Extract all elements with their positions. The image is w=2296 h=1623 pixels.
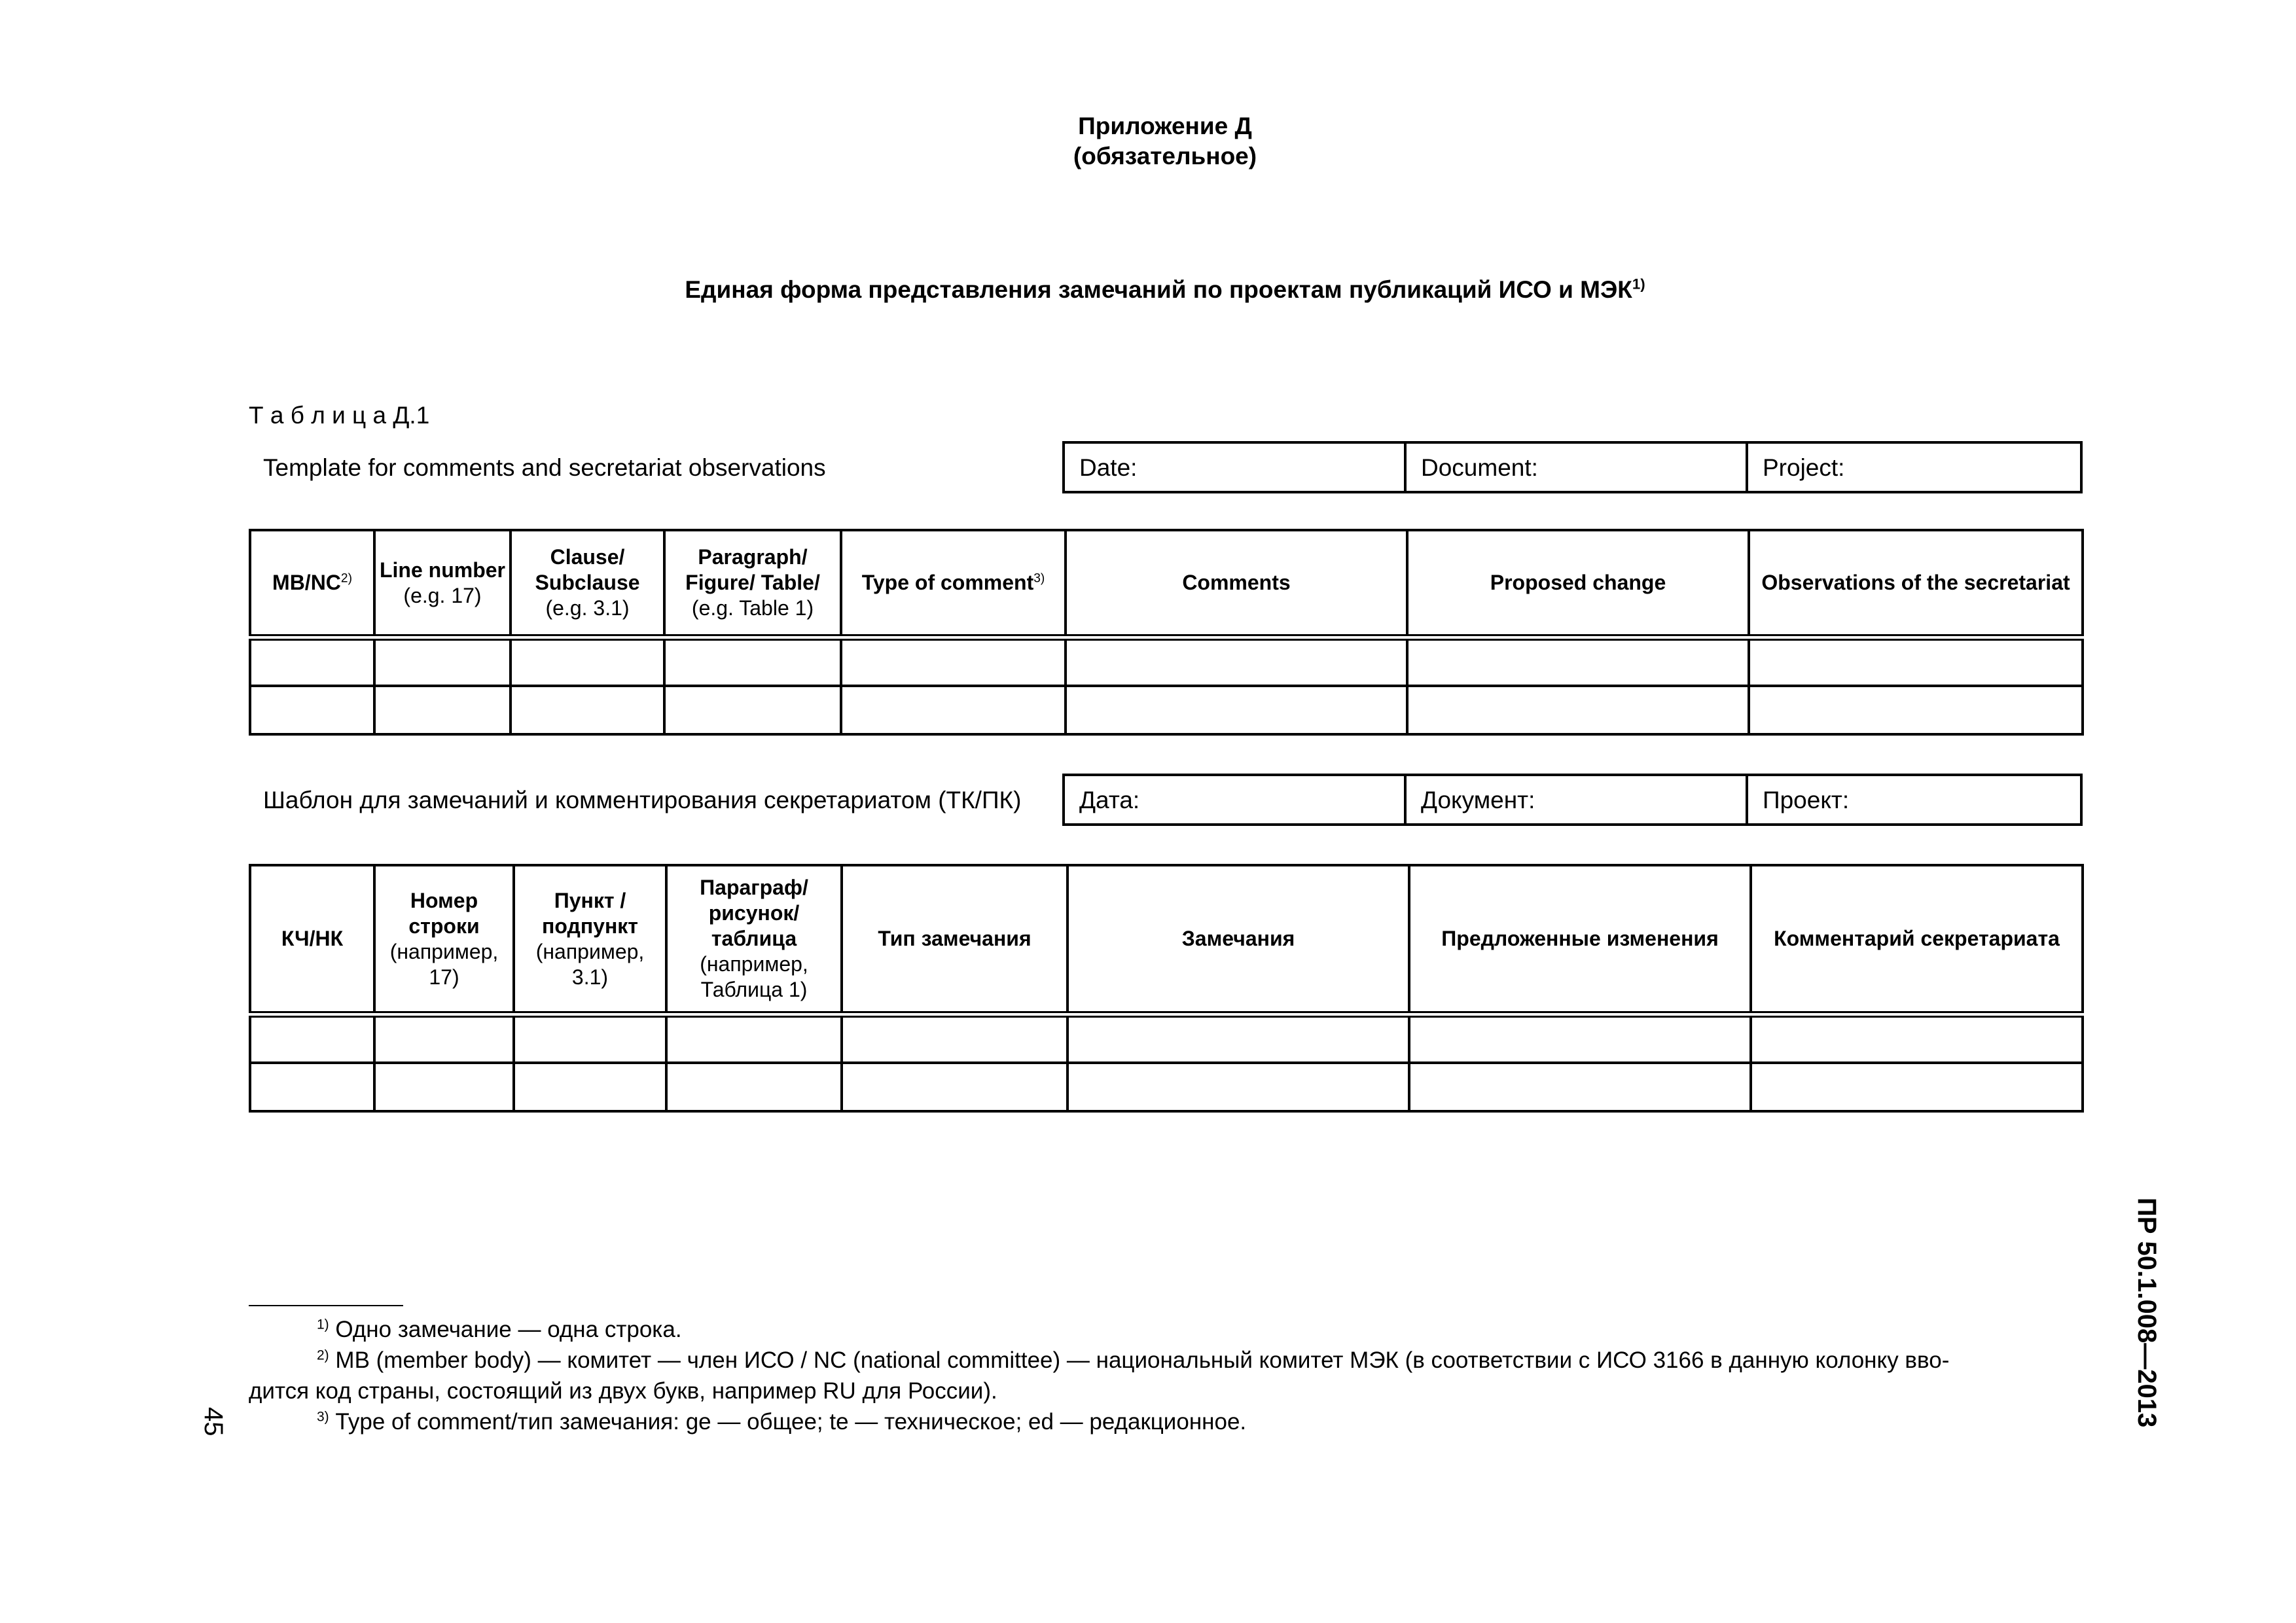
table-cell[interactable]	[1066, 686, 1407, 734]
english-comments-table	[249, 529, 2084, 736]
document-code: ПР 50.1.008—2013	[2132, 1198, 2161, 1428]
table-cell[interactable]	[374, 637, 511, 686]
table-row	[250, 1014, 2083, 1063]
footnote-3	[249, 1406, 2094, 1437]
header-secretariat-ru: Комментарий секретариата	[1751, 865, 2083, 1014]
page-number: 45	[199, 1407, 228, 1436]
table-cell[interactable]	[1067, 1014, 1409, 1063]
table-cell[interactable]	[374, 686, 511, 734]
form-title	[0, 275, 2296, 305]
russian-date-field: Дата:	[1064, 775, 1405, 825]
table-cell[interactable]	[250, 1063, 374, 1111]
header-paragraph	[664, 530, 841, 637]
table-label: Т а б л и ц а Д.1	[249, 402, 430, 429]
header-paragraph-example: (e.g. Table 1)	[691, 596, 814, 620]
russian-document-field: Документ:	[1405, 775, 1747, 825]
footnote-1	[249, 1314, 2094, 1345]
header-line-number-label: Line number	[379, 558, 505, 582]
table-cell[interactable]	[1407, 686, 1749, 734]
table-cell[interactable]	[1751, 1014, 2083, 1063]
table-cell[interactable]	[666, 1014, 842, 1063]
table-cell[interactable]	[1751, 1063, 2083, 1111]
header-mbnc-label: MB/NC	[272, 571, 341, 594]
table-cell[interactable]	[374, 1063, 514, 1111]
table-cell[interactable]	[1749, 637, 2083, 686]
header-kchnk: КЧ/НК	[250, 865, 374, 1014]
table-cell[interactable]	[1409, 1063, 1751, 1111]
footnote-ref-1: 1)	[1632, 276, 1645, 293]
russian-header-row	[250, 865, 2083, 1014]
header-clause-ru-example: (например, 3.1)	[535, 939, 645, 989]
table-cell[interactable]	[1407, 637, 1749, 686]
header-line-number-ru-example: (например, 17)	[389, 939, 499, 989]
annex-status: (обязательное)	[1073, 143, 1257, 169]
english-document-field: Document:	[1405, 442, 1747, 492]
english-project-field: Project:	[1747, 442, 2081, 492]
form-title-text: Единая форма представления замечаний по проектам публикаций ИСО и МЭК	[685, 276, 1632, 303]
header-clause	[511, 530, 664, 637]
table-cell[interactable]	[842, 1063, 1067, 1111]
footnote-text: Одно замечание — одна строка.	[335, 1317, 682, 1342]
annex-title: Приложение Д	[1078, 113, 1252, 139]
table-cell[interactable]	[374, 1014, 514, 1063]
table-cell[interactable]	[250, 1014, 374, 1063]
table-cell[interactable]	[666, 1063, 842, 1111]
header-line-number-ru-label: Номер строки	[408, 888, 480, 938]
footnotes	[249, 1314, 2094, 1437]
footnote-mark: 1)	[317, 1317, 329, 1332]
table-cell[interactable]	[514, 1014, 666, 1063]
table-cell[interactable]	[664, 637, 841, 686]
english-caption: Template for comments and secretariat observations	[263, 454, 826, 481]
header-paragraph-label: Paragraph/ Figure/ Table/	[685, 545, 820, 594]
table-cell[interactable]	[511, 686, 664, 734]
table-cell[interactable]	[511, 637, 664, 686]
table-cell[interactable]	[841, 686, 1066, 734]
footnote-separator	[249, 1305, 403, 1306]
table-cell[interactable]	[1066, 637, 1407, 686]
header-clause-ru	[514, 865, 666, 1014]
table-cell[interactable]	[1409, 1014, 1751, 1063]
header-line-number-example: (e.g. 17)	[403, 583, 482, 607]
footnote-text: MB (member body) — комитет — член ИСО / NC (national committee) — национальный комитет МЭК (в соответствии с ИСО 3166 в данную колонку вво-	[335, 1347, 1950, 1373]
table-cell[interactable]	[1749, 686, 2083, 734]
header-line-number-ru	[374, 865, 514, 1014]
header-mbnc	[250, 530, 374, 637]
russian-comments-table	[249, 864, 2084, 1113]
header-clause-label: Clause/ Subclause	[535, 545, 640, 594]
table-row	[250, 637, 2083, 686]
table-cell[interactable]	[250, 637, 374, 686]
footnote-mark: 2)	[317, 1347, 329, 1363]
english-date-field: Date:	[1064, 442, 1405, 492]
header-type-ru: Тип замечания	[842, 865, 1067, 1014]
header-proposed-change: Proposed change	[1407, 530, 1749, 637]
header-type-label: Type of comment	[861, 571, 1034, 594]
footnote-2	[249, 1345, 2094, 1376]
table-cell[interactable]	[842, 1014, 1067, 1063]
english-header-row	[250, 530, 2083, 637]
table-cell[interactable]	[514, 1063, 666, 1111]
table-cell[interactable]	[250, 686, 374, 734]
header-paragraph-ru	[666, 865, 842, 1014]
header-paragraph-ru-label: Параграф/ рисунок/ таблица	[700, 876, 808, 950]
header-paragraph-ru-example: (например, Таблица 1)	[700, 952, 808, 1001]
header-proposed-ru: Предложенные изменения	[1409, 865, 1751, 1014]
table-row	[250, 1063, 2083, 1111]
header-type-of-comment	[841, 530, 1066, 637]
table-cell[interactable]	[1067, 1063, 1409, 1111]
english-caption-table	[249, 441, 2083, 493]
footnote-text: Type of comment/тип замечания: ge — общее; te — техническое; ed — редакционное.	[335, 1409, 1247, 1435]
header-line-number	[374, 530, 511, 637]
russian-caption-table	[249, 774, 2083, 826]
footnote-ref-3: 3)	[1033, 571, 1045, 586]
table-cell[interactable]	[841, 637, 1066, 686]
header-comments: Comments	[1066, 530, 1407, 637]
footnote-mark: 3)	[317, 1409, 329, 1425]
header-clause-ru-label: Пункт / подпункт	[542, 888, 638, 938]
header-comments-ru: Замечания	[1067, 865, 1409, 1014]
footnote-ref-2: 2)	[340, 571, 352, 586]
header-observations: Observations of the secretariat	[1749, 530, 2083, 637]
russian-caption: Шаблон для замечаний и комментирования секретариатом (ТК/ПК)	[263, 786, 1022, 813]
table-cell[interactable]	[664, 686, 841, 734]
table-row	[250, 686, 2083, 734]
footnote-2-continuation: дится код страны, состоящий из двух букв, например RU для России).	[249, 1378, 997, 1404]
header-clause-example: (e.g. 3.1)	[545, 596, 630, 620]
russian-project-field: Проект:	[1747, 775, 2081, 825]
